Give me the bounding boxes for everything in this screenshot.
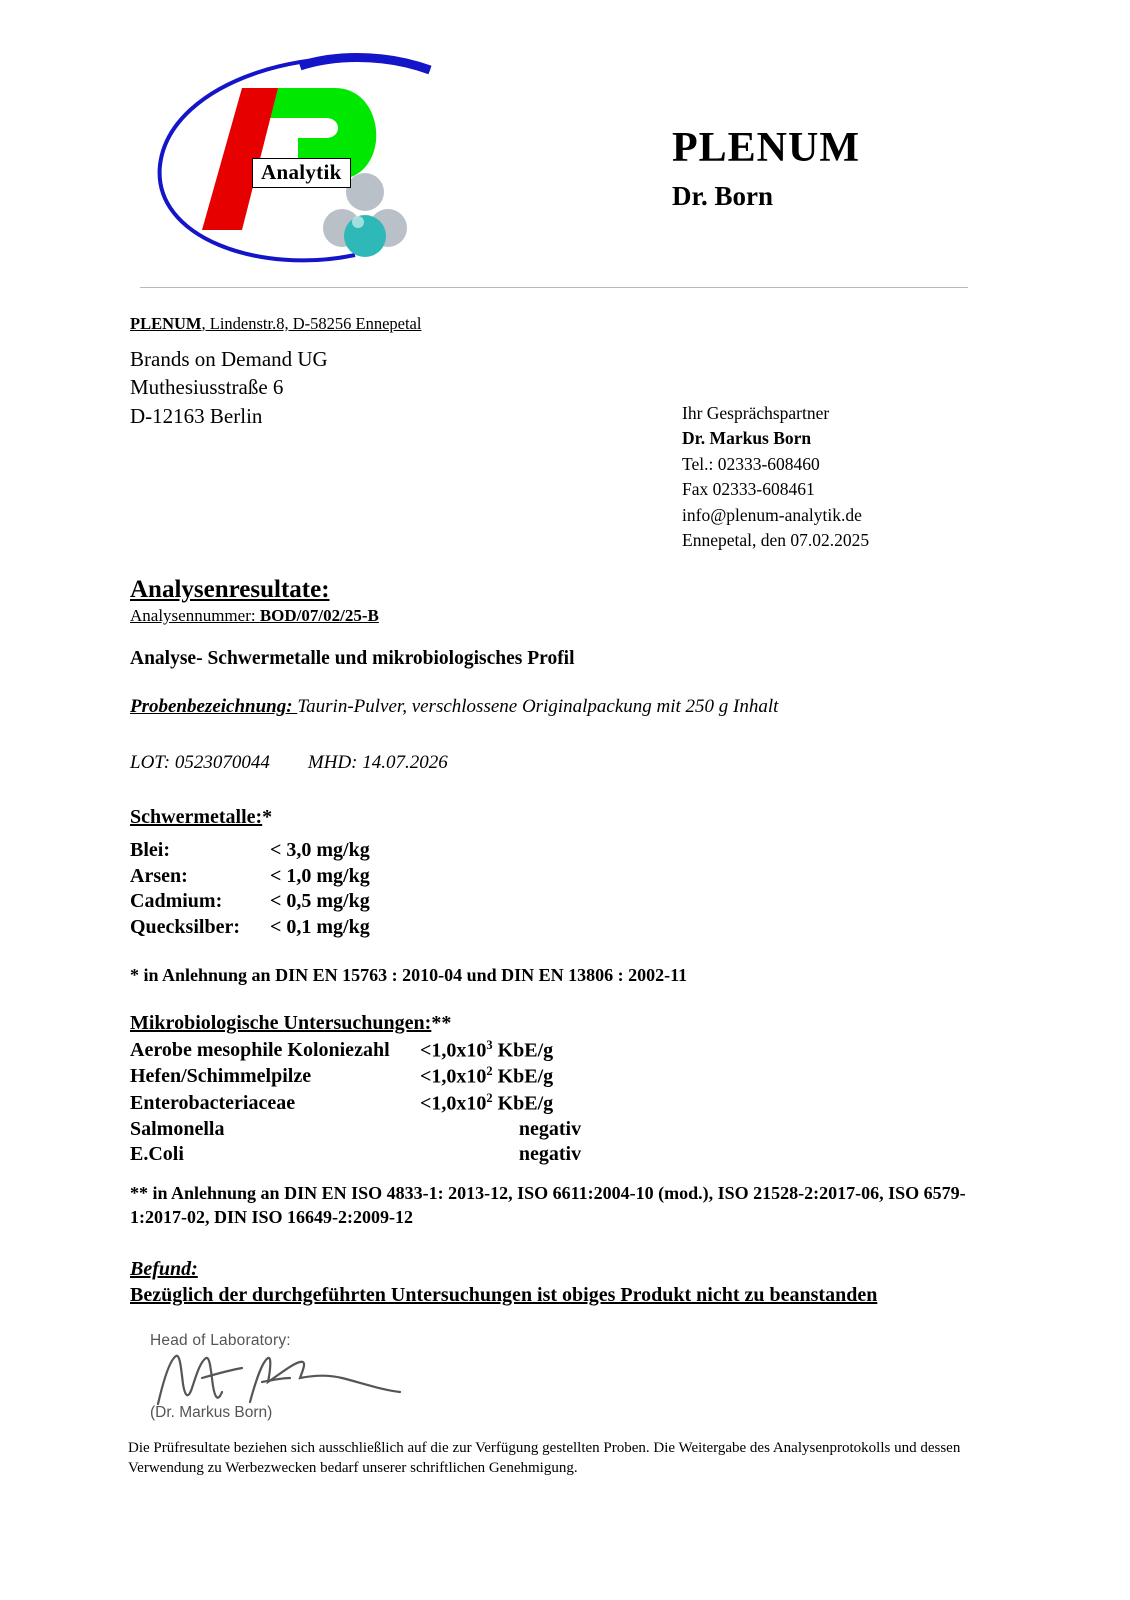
table-row bbox=[130, 915, 470, 941]
mhd-value: MHD: 14.07.2026 bbox=[307, 752, 448, 773]
heavy-metals-heading-mark: * bbox=[262, 806, 273, 828]
signature-block bbox=[150, 1332, 570, 1422]
befund-text: Bezüglich der durchgeführten Untersuchungen ist obiges Produkt nicht zu beanstanden bbox=[130, 1284, 878, 1306]
microbiology-heading-text: Mikrobiologische Untersuchungen: bbox=[130, 1012, 432, 1034]
microbiology-table bbox=[130, 1038, 680, 1168]
lot-line bbox=[130, 752, 448, 774]
heavy-metal-value: < 1,0 mg/kg bbox=[270, 864, 370, 887]
results-title: Analysenresultate: bbox=[130, 576, 330, 603]
analysis-number-label: Analysennummer: bbox=[130, 606, 260, 625]
heavy-metal-name: Arsen: bbox=[130, 864, 188, 887]
heavy-metal-name: Quecksilber: bbox=[130, 915, 240, 938]
befund-label: Befund: bbox=[130, 1258, 198, 1280]
sender-company: PLENUM bbox=[130, 314, 202, 333]
micro-name: E.Coli bbox=[130, 1143, 184, 1166]
micro-name: Hefen/Schimmelpilze bbox=[130, 1065, 312, 1088]
heavy-metals-table bbox=[130, 838, 470, 940]
sample-value: Taurin-Pulver, verschlossene Originalpackung mit 250 g Inhalt bbox=[297, 696, 779, 717]
micro-name: Enterobacteriaceae bbox=[130, 1091, 296, 1114]
recipient-line-1: Brands on Demand UG bbox=[130, 347, 328, 371]
heavy-metal-value: < 3,0 mg/kg bbox=[270, 839, 370, 861]
heavy-metals-heading-text: Schwermetalle: bbox=[130, 806, 263, 828]
contact-label: Ihr Gesprächspartner bbox=[682, 403, 830, 423]
brand-subtitle: Dr. Born bbox=[672, 181, 774, 212]
heavy-metal-value: < 0,1 mg/kg bbox=[270, 915, 370, 938]
signature-heading: Head of Laboratory: bbox=[150, 1332, 291, 1349]
contact-phone: Tel.: 02333-608460 bbox=[682, 453, 820, 474]
sample-designation bbox=[130, 696, 778, 718]
table-row bbox=[130, 1142, 680, 1168]
header-divider bbox=[140, 287, 968, 288]
microbiology-heading-mark: ** bbox=[431, 1012, 452, 1034]
micro-name: Salmonella bbox=[130, 1117, 225, 1140]
lot-value: LOT: 0523070044 bbox=[130, 752, 270, 773]
table-row bbox=[130, 889, 470, 915]
letterhead bbox=[0, 30, 1130, 280]
recipient-line-3: D-12163 Berlin bbox=[130, 403, 263, 428]
disclaimer: Die Prüfresultate beziehen sich ausschließlich auf die zur Verfügung gestellten Proben. Die Weitergabe des Analysenprotokolls und dessen Verwendung zu Werbezwecken bedarf unserer schriftlichen Genehmigung. bbox=[128, 1440, 961, 1477]
sender-line bbox=[130, 314, 421, 334]
footnote-microbiology: ** in Anlehnung an DIN EN ISO 4833-1: 2013-12, ISO 6611:2004-10 (mod.), ISO 21528-2:2017-06, ISO 6579-1:2017-02, DIN ISO 16649-2:2009-12 bbox=[130, 1183, 966, 1227]
sender-address: , Lindenstr.8, D-58256 Ennepetal bbox=[201, 314, 422, 333]
table-row bbox=[130, 1038, 680, 1064]
brand-block bbox=[672, 125, 1092, 212]
analysis-number-value: BOD/07/02/25-B bbox=[259, 606, 379, 625]
recipient-line-2: Muthesiusstraße 6 bbox=[130, 375, 284, 400]
heavy-metal-value: < 0,5 mg/kg bbox=[270, 890, 370, 913]
recipient-address bbox=[130, 345, 328, 430]
logo-label: Analytik bbox=[252, 158, 351, 188]
contact-email: info@plenum-analytik.de bbox=[682, 504, 862, 525]
company-logo bbox=[130, 40, 460, 290]
brand-name: PLENUM bbox=[672, 125, 860, 171]
analysis-number bbox=[130, 606, 379, 626]
table-row bbox=[130, 864, 470, 890]
contact-block bbox=[682, 401, 869, 553]
micro-value: negativ bbox=[518, 1143, 582, 1166]
analysis-kind: Analyse- Schwermetalle und mikrobiologisches Profil bbox=[130, 648, 575, 669]
table-row bbox=[130, 838, 470, 864]
micro-value: $<1,0x10^3$ KbE/g bbox=[420, 1038, 554, 1062]
table-row bbox=[130, 1091, 680, 1117]
contact-name: Dr. Markus Born bbox=[682, 428, 812, 449]
micro-value: $<1,0x10^2$ KbE/g bbox=[420, 1090, 554, 1115]
microbiology-heading bbox=[130, 1012, 451, 1035]
heavy-metals-heading bbox=[130, 806, 272, 829]
table-row bbox=[130, 1064, 680, 1090]
signature-image bbox=[150, 1348, 430, 1410]
micro-value: $<1,0x10^2$ KbE/g bbox=[420, 1064, 554, 1088]
heavy-metal-name: Blei: bbox=[130, 839, 170, 861]
sample-label: Probenbezeichnung: bbox=[130, 696, 298, 717]
contact-place-date: Ennepetal, den 07.02.2025 bbox=[682, 529, 870, 550]
footnote-heavy-metals: * in Anlehnung an DIN EN 15763 : 2010-04 und DIN EN 13806 : 2002-11 bbox=[130, 965, 688, 985]
heavy-metal-name: Cadmium: bbox=[130, 890, 223, 913]
table-row bbox=[130, 1117, 680, 1143]
signature-name: (Dr. Markus Born) bbox=[150, 1404, 273, 1421]
micro-value: negativ bbox=[518, 1117, 582, 1140]
micro-name: Aerobe mesophile Koloniezahl bbox=[130, 1039, 390, 1061]
contact-fax: Fax 02333-608461 bbox=[682, 479, 815, 500]
